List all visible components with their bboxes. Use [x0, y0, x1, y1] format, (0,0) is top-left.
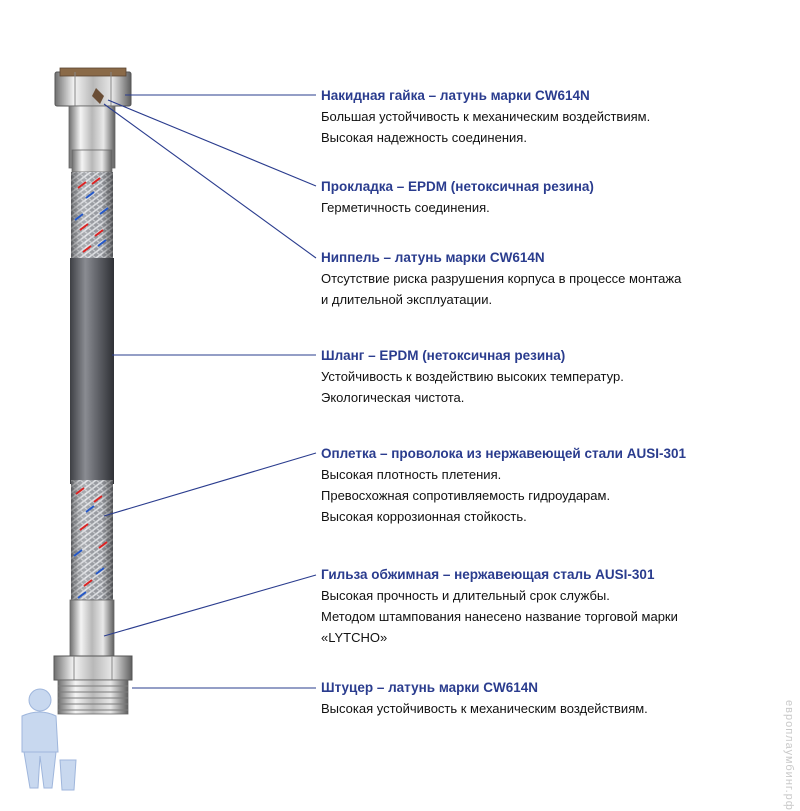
callout-line: Высокая устойчивость к механическим воздействиям. [321, 701, 648, 716]
callout-fitting [321, 678, 791, 719]
callout-line: Герметичность соединения. [321, 200, 490, 215]
leader-lines [104, 95, 316, 688]
callout-title: Штуцер – латунь марки CW614N [321, 680, 538, 695]
crimp-sleeve [70, 600, 114, 656]
braid-upper [71, 172, 113, 260]
callout-title: Накидная гайка – латунь марки CW614N [321, 88, 590, 103]
leader-braid [104, 453, 316, 516]
leader-sleeve [104, 575, 316, 636]
callout-title: Шланг – EPDM (нетоксичная резина) [321, 348, 566, 363]
callout-line: «LYTCHO» [321, 630, 388, 645]
callout-title: Оплетка – проволока из нержавеющей стали AUSI-301 [321, 446, 686, 461]
callout-line: Высокая плотность плетения. [321, 467, 502, 482]
callout-title: Гильза обжимная – нержавеющая сталь AUSI-301 [321, 567, 655, 582]
callout-line: Высокая прочность и длительный срок службы. [321, 588, 610, 603]
callout-crimp-sleeve [321, 565, 791, 648]
callout-line: Отсутствие риска разрушения корпуса в процессе монтажа [321, 271, 682, 286]
callout-union-nut [321, 86, 791, 148]
leader-gasket [108, 100, 316, 186]
leader-nipple [104, 104, 316, 258]
callout-nipple [321, 248, 791, 310]
callout-line: Высокая коррозионная стойкость. [321, 509, 527, 524]
callout-title: Прокладка – EPDM (нетоксичная резина) [321, 179, 594, 194]
callout-line: Большая устойчивость к механическим воздействиям. [321, 109, 651, 124]
callout-title: Ниппель – латунь марки CW614N [321, 250, 545, 265]
braid-lower [71, 480, 113, 602]
callout-line: и длительной эксплуатации. [321, 292, 493, 307]
watermark: европлаумбинг.рф [783, 700, 795, 811]
nipple-top [69, 106, 115, 172]
hose-body [70, 258, 114, 484]
callout-gasket [321, 177, 791, 218]
callout-line: Методом штампования нанесено название торговой марки [321, 609, 678, 624]
union-nut [55, 68, 131, 106]
callout-line: Экологическая чистота. [321, 390, 465, 405]
callout-line: Высокая надежность соединения. [321, 130, 527, 145]
fitting-bottom [54, 656, 132, 714]
callout-hose [321, 346, 791, 408]
callout-line: Устойчивость к воздействию высоких температур. [321, 369, 624, 384]
callout-braid [321, 444, 791, 527]
callout-line: Превосхожная сопротивляемость гидроударам. [321, 488, 611, 503]
